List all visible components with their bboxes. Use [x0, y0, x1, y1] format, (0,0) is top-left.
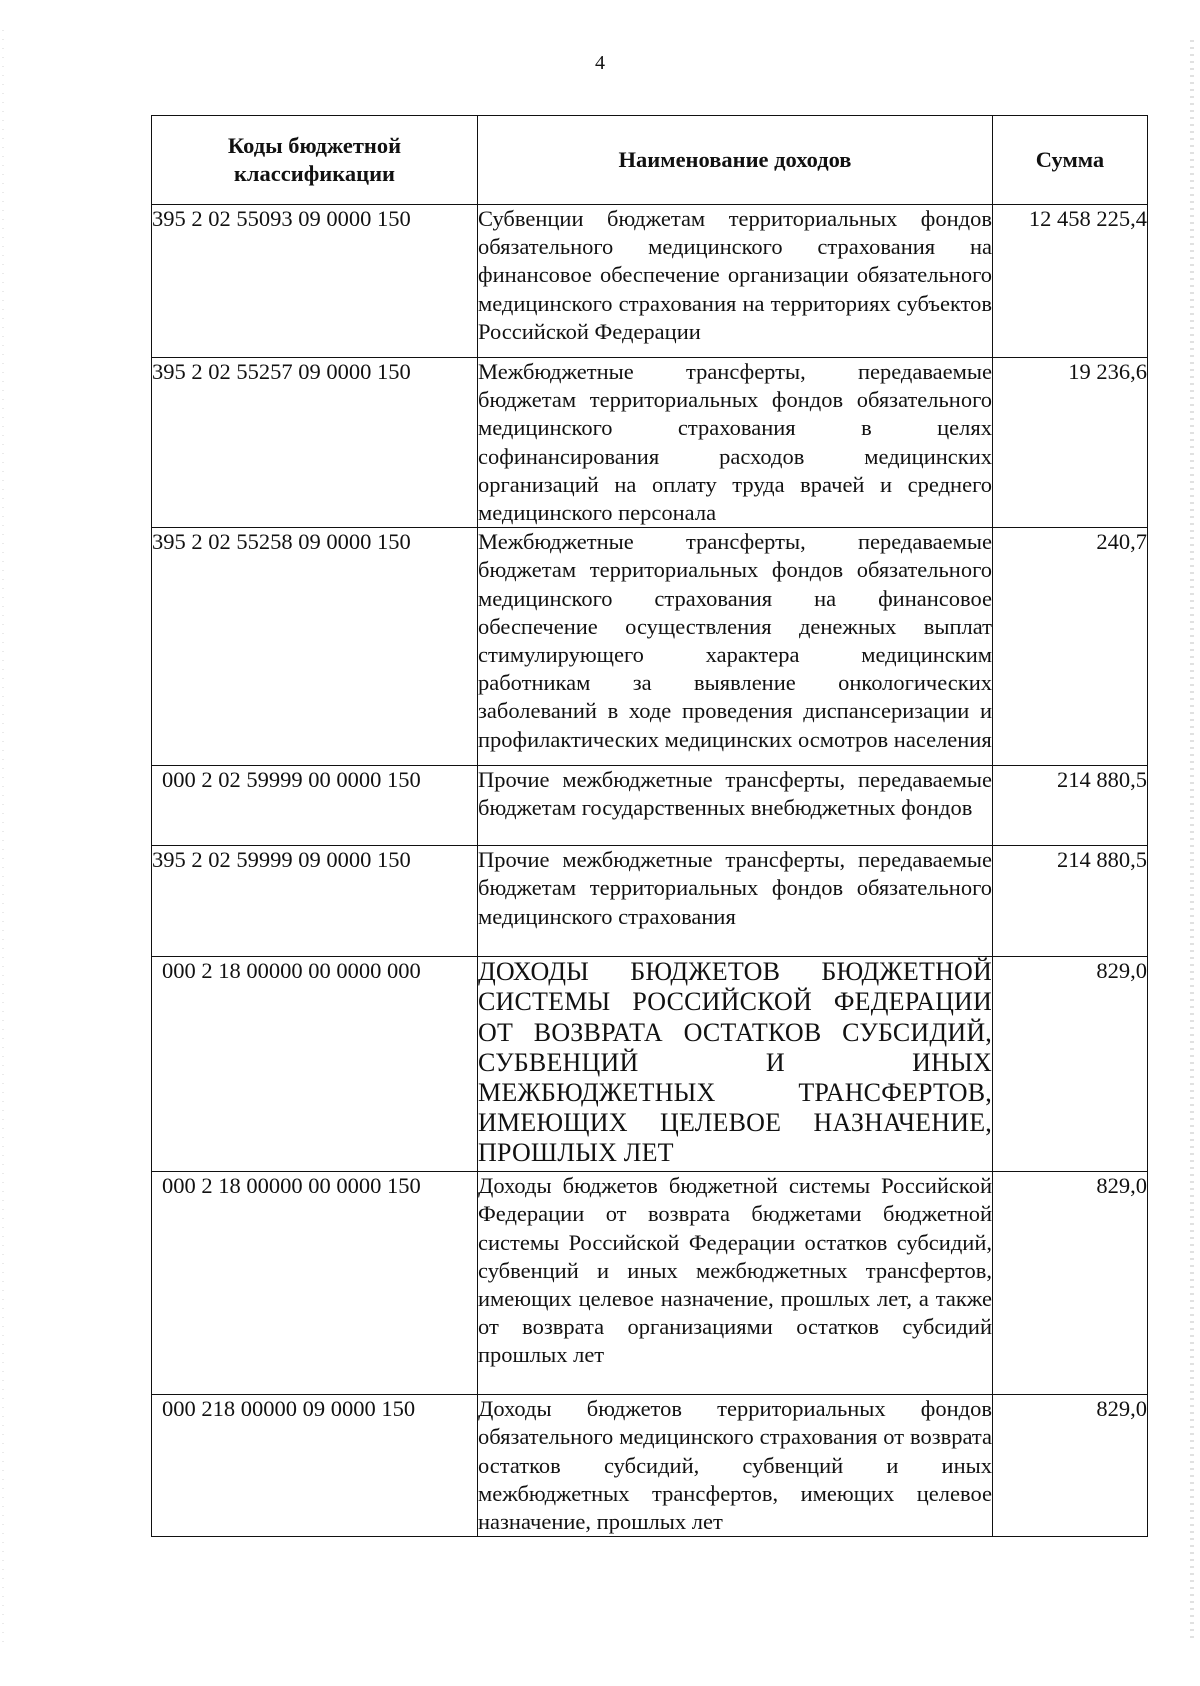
page-number: 4	[595, 52, 605, 74]
row-sum: 214 880,5	[993, 766, 1148, 846]
header-code: Коды бюджетной классификации	[152, 116, 478, 205]
header-name: Наименование доходов	[478, 116, 993, 205]
row-code: 395 2 02 55257 09 0000 150	[152, 358, 478, 528]
row-code: 000 2 18 00000 00 0000 150	[152, 1172, 478, 1395]
row-name: ДОХОДЫ БЮДЖЕТОВ БЮДЖЕТНОЙ СИСТЕМЫ РОССИЙСКОЙ ФЕДЕРАЦИИ ОТ ВОЗВРАТА ОСТАТКОВ СУБСИДИЙ, СУБВЕНЦИЙ И ИНЫХ МЕЖБЮДЖЕТНЫХ ТРАНСФЕРТОВ, ИМЕЮЩИХ ЦЕЛЕВОЕ НАЗНАЧЕНИЕ, ПРОШЛЫХ ЛЕТ	[478, 957, 993, 1172]
table-row	[152, 358, 1148, 528]
row-code: 395 2 02 59999 09 0000 150	[152, 846, 478, 957]
row-sum: 240,7	[993, 528, 1148, 766]
row-name: Межбюджетные трансферты, передаваемые бюджетам территориальных фондов обязательного медицинского страхования в целях софинансирования расходов медицинских организаций на оплату труда врачей и среднего медицинского персонала	[478, 358, 993, 528]
row-name: Субвенции бюджетам территориальных фондов обязательного медицинского страхования на финансовое обеспечение организации обязательного медицинского страхования на территориях субъектов Российской Федерации	[478, 205, 993, 358]
row-sum: 829,0	[993, 957, 1148, 1172]
header-sum: Сумма	[993, 116, 1148, 205]
row-sum: 829,0	[993, 1172, 1148, 1395]
scan-edge-left	[2, 30, 4, 1650]
row-sum: 829,0	[993, 1395, 1148, 1537]
table-row	[152, 766, 1148, 846]
row-code: 000 2 02 59999 00 0000 150	[152, 766, 478, 846]
income-table	[151, 115, 1148, 1537]
row-name: Доходы бюджетов бюджетной системы Российской Федерации от возврата бюджетами бюджетной системы Российской Федерации остатков субсидий, субвенций и иных межбюджетных трансфертов, имеющих целевое назначение, прошлых лет, а также от возврата организациями остатков субсидий прошлых лет	[478, 1172, 993, 1395]
row-code: 395 2 02 55093 09 0000 150	[152, 205, 478, 358]
row-name: Межбюджетные трансферты, передаваемые бюджетам территориальных фондов обязательного медицинского страхования на финансовое обеспечение осуществления денежных выплат стимулирующего характера медицинским работникам за выявление онкологических заболеваний в ходе проведения диспансеризации и профилактических медицинских осмотров населения	[478, 528, 993, 766]
table-row	[152, 957, 1148, 1172]
row-sum: 214 880,5	[993, 846, 1148, 957]
table-header-row	[152, 116, 1148, 205]
row-sum: 12 458 225,4	[993, 205, 1148, 358]
table-row	[152, 846, 1148, 957]
row-name: Прочие межбюджетные трансферты, передаваемые бюджетам государственных внебюджетных фондов	[478, 766, 993, 846]
row-code: 000 218 00000 09 0000 150	[152, 1395, 478, 1537]
table-row	[152, 1172, 1148, 1395]
table-row	[152, 205, 1148, 358]
row-name: Доходы бюджетов территориальных фондов обязательного медицинского страхования от возврата остатков субсидий, субвенций и иных межбюджетных трансфертов, имеющих целевое назначение, прошлых лет	[478, 1395, 993, 1537]
scan-edge-right	[1190, 40, 1194, 1640]
row-name: Прочие межбюджетные трансферты, передаваемые бюджетам территориальных фондов обязательного медицинского страхования	[478, 846, 993, 957]
row-code: 000 2 18 00000 00 0000 000	[152, 957, 478, 1172]
row-code: 395 2 02 55258 09 0000 150	[152, 528, 478, 766]
table-row	[152, 1395, 1148, 1537]
row-sum: 19 236,6	[993, 358, 1148, 528]
table-row	[152, 528, 1148, 766]
